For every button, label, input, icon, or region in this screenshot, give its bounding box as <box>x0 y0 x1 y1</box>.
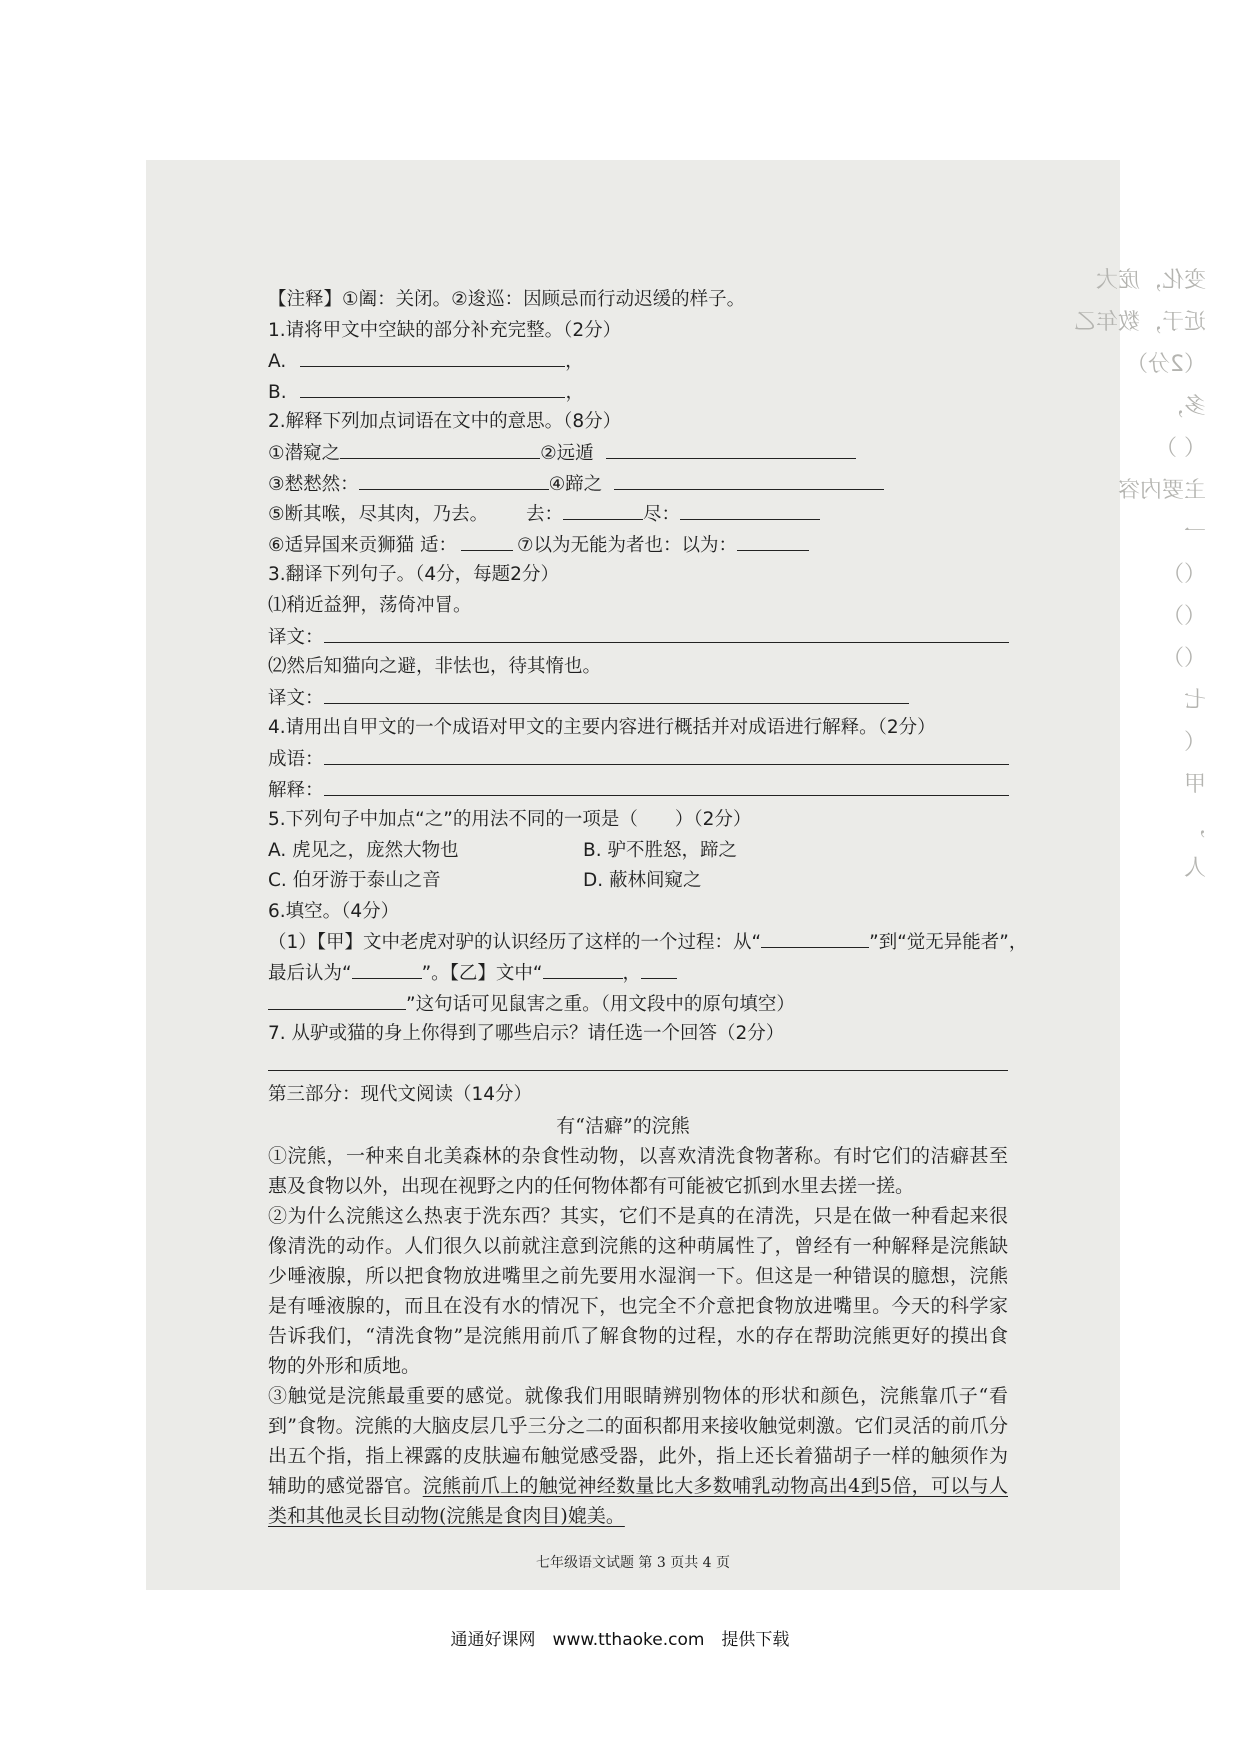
question-3-sentence-1: ⑴稍近益狎，荡倚冲冒。 <box>268 594 472 616</box>
item-label: ④蹄之 <box>548 473 603 495</box>
passage-body <box>268 1141 1008 1531</box>
answer-blank <box>324 744 1009 765</box>
option-a: A. 虎见之，庞然大物也 <box>268 839 459 861</box>
answer-blank <box>461 530 513 551</box>
translation-label: 译文： <box>268 687 324 709</box>
bleed-through-line: （ ） <box>1155 436 1206 461</box>
option-b: B. 驴不胜怒，蹄之 <box>583 839 737 861</box>
explain-label: 解释： <box>268 779 324 801</box>
fill-text: ”。【乙】文中“ <box>421 963 543 985</box>
question-6-line-2 <box>268 958 1018 989</box>
question-7-answer <box>268 1050 1018 1081</box>
item-label: ①潜窥之 <box>268 442 341 464</box>
question-2-stem: 2.解释下列加点词语在文中的意思。（8分） <box>268 411 622 433</box>
answer-blank <box>680 499 820 520</box>
question-2-row-4 <box>268 530 1018 561</box>
question-4-explanation <box>268 775 1018 806</box>
bleed-through-line: 多， <box>1161 394 1206 419</box>
annotation-note: 【注释】①阖：关闭。②逡巡：因顾忌而行动迟缓的样子。 <box>268 289 746 310</box>
answer-blank <box>359 469 549 490</box>
answer-blank <box>352 958 422 979</box>
page-footer: 七年级语文试题 第 3 页共 4 页 <box>535 1555 731 1571</box>
translation-label: 译文： <box>268 626 324 648</box>
paragraph-3-text: ③触觉是浣熊最重要的感觉。就像我们用眼睛辨别物体的形状和颜色，浣熊靠爪子“看到”食物。浣熊的大脑皮层几乎三分之二的面积都用来接收触觉刺激。它们灵活的前爪分出五个指，指上裸露的皮肤遍布触觉感受器，此外，指上还长着猫胡子一样的触须作为辅助的感觉器官。 <box>268 1385 1008 1498</box>
answer-blank <box>761 927 869 948</box>
passage-paragraph-1: ①浣熊，一种来自北美森林的杂食性动物，以喜欢清洗食物著称。有时它们的洁癖甚至惠及食物以外，出现在视野之内的任何物体都有可能被它抓到水里去搓一搓。 <box>268 1145 1008 1198</box>
download-credit: 通通好课网 www.tthaoke.com 提供下载 <box>450 1630 790 1650</box>
question-6-line-3 <box>268 989 1018 1020</box>
bleed-through-line: 甲 <box>1183 772 1206 797</box>
question-1-answer-b: B. ， <box>268 377 1018 408</box>
question-3-stem: 3.翻译下列句子。（4分，每题2分） <box>268 564 559 586</box>
option-d: D. 蔽林间窥之 <box>583 870 702 892</box>
item-label: ⑦以为无能为者也：以为： <box>516 534 738 556</box>
answer-blank <box>324 683 909 704</box>
item-label: ⑤断其喉，尽其肉，乃去。 <box>268 504 489 526</box>
answer-blank <box>543 958 623 979</box>
question-6-stem: 6.填空。（4分） <box>268 900 400 922</box>
option-label: B. <box>268 381 287 403</box>
item-label: 尽： <box>643 504 681 526</box>
answer-blank <box>324 622 1009 643</box>
item-label: 去： <box>525 504 563 526</box>
item-label: ⑥适异国来贡狮猫 适： <box>268 534 457 556</box>
bleed-through-line: 人 <box>1183 856 1206 881</box>
answer-blank <box>268 989 406 1010</box>
question-1-answer-a: A. ， <box>268 346 1018 377</box>
bleed-through-line: （） <box>1161 604 1206 629</box>
question-2-row-2 <box>268 469 1018 500</box>
question-6-line-1 <box>268 927 1028 958</box>
question-7-stem: 7. 从驴或猫的身上你得到了哪些启示？请任选一个回答（2分） <box>268 1023 785 1045</box>
bleed-through-line: 七 <box>1183 688 1206 713</box>
question-3-translation-2 <box>268 683 1018 714</box>
answer-blank <box>324 775 1009 796</box>
fill-text: 最后认为“ <box>268 963 352 985</box>
question-4-idiom <box>268 744 1018 775</box>
answer-blank <box>737 530 809 551</box>
answer-blank <box>614 469 884 490</box>
passage-title: 有“洁癖”的浣熊 <box>556 1115 690 1138</box>
page-content <box>268 285 1028 1531</box>
answer-blank <box>340 438 540 459</box>
fill-text: ”到“觉无异能者”， <box>869 932 1028 954</box>
fill-text: ”这句话可见鼠害之重。（用文段中的原句填空） <box>406 993 795 1015</box>
item-label: ③慭慭然： <box>268 473 359 495</box>
question-3-sentence-2: ⑵然后知猫向之避，非怯也，待其惰也。 <box>268 656 602 678</box>
idiom-label: 成语： <box>268 748 324 770</box>
fill-text: （1）【甲】文中老虎对驴的认识经历了这样的一个过程：从“ <box>268 932 762 954</box>
bleed-through-line: 主要内容 <box>1117 478 1206 503</box>
answer-blank <box>641 958 677 979</box>
scanned-page <box>146 160 1206 1590</box>
fill-text: ， <box>622 963 642 985</box>
answer-blank <box>563 499 643 520</box>
passage-paragraph-3 <box>268 1381 1008 1531</box>
question-1-stem: 1.请将甲文中空缺的部分补充完整。（2分） <box>268 319 622 341</box>
answer-blank <box>300 346 565 367</box>
item-label: ②远遁 <box>540 442 594 464</box>
question-5-options-row-1 <box>268 836 1018 867</box>
bleed-through-line: ， <box>1183 814 1206 839</box>
answer-blank <box>268 1050 1008 1071</box>
underlined-sentence: 浣熊前爪上的触觉神经数量比大多数哺乳动物高出4到5倍，可以与人类和其他灵长目动物(浣熊是食肉目)媲美。 <box>268 1475 1008 1528</box>
question-5-stem: 5.下列句子中加点“之”的用法不同的一项是（ ）（2分） <box>268 809 752 831</box>
bleed-through-line: 近于，数年乙 <box>1073 310 1206 335</box>
bleed-through-line: （2分） <box>1126 352 1206 377</box>
answer-blank <box>300 377 565 398</box>
passage-paragraph-2: ②为什么浣熊这么热衷于洗东西？其实，它们不是真的在清洗，只是在做一种看起来很像清洗的动作。人们很久以前就注意到浣熊的这种萌属性了，曾经有一种解释是浣熊缺少唾液腺，所以把食物放进嘴里之前先要用水湿润一下。但这是一种错误的臆想，浣熊是有唾液腺的，而且在没有水的情况下，也完全不介意把食物放进嘴里。今天的科学家告诉我们，“清洗食物”是浣熊用前爪了解食物的过程，水的存在帮助浣熊更好的摸出食物的外形和质地。 <box>268 1205 1008 1378</box>
option-label: A. <box>268 351 287 373</box>
question-3-translation-1 <box>268 622 1018 653</box>
bleed-through-line: （ <box>1183 730 1206 755</box>
bleed-through-line: （） <box>1161 562 1206 587</box>
question-5-options-row-2 <box>268 866 1018 897</box>
option-c: C. 伯牙游于泰山之音 <box>268 870 441 892</box>
question-4-stem: 4.请用出自甲文的一个成语对甲文的主要内容进行概括并对成语进行解释。（2分） <box>268 717 936 739</box>
answer-blank <box>606 438 856 459</box>
question-2-row-1 <box>268 438 1018 469</box>
part-3-heading: 第三部分：现代文阅读（14分） <box>268 1084 533 1106</box>
question-2-row-3 <box>268 499 1018 530</box>
bleed-through-line: （） <box>1161 646 1206 671</box>
bleed-through-line: 一 <box>1183 520 1206 545</box>
bleed-through-line: 变化，庞大 <box>1095 268 1206 293</box>
